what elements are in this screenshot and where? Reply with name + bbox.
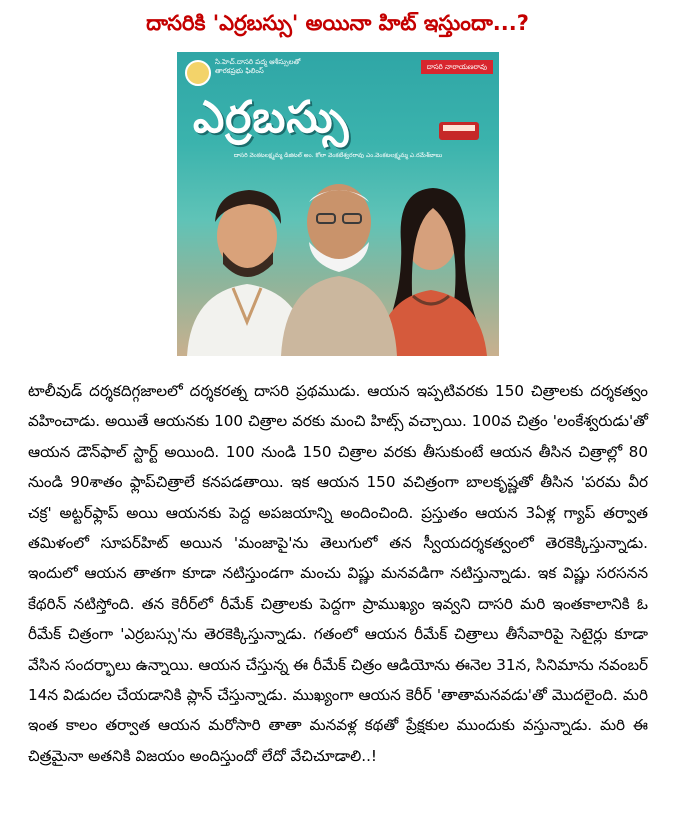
production-logo-icon — [185, 60, 211, 86]
movie-poster — [177, 52, 499, 356]
poster-credits: దాసరి వెంకటలక్ష్మమ్మ డిజిటల్ అం. కోలా వెంకటేశ్వరరావు ఎం.వెంకటలక్ష్మమ్మ ఎ.రమేశ్‌బాబు — [233, 152, 443, 159]
poster-presenter — [215, 58, 300, 76]
poster-presenter-line2: తారకప్రభు ఫిలింస్ — [215, 67, 264, 75]
poster-director-tag: దాసరి నారాయణరావు — [421, 60, 493, 74]
article-headline: దాసరికి 'ఎర్రబస్సు' అయినా హిట్ ఇస్తుందా...? — [146, 11, 529, 35]
poster-title: ఎర్రబస్సు — [193, 92, 350, 143]
poster-cast-illustration — [177, 172, 499, 356]
red-bus-icon — [439, 122, 479, 140]
poster-presenter-line1: సి.హెచ్.దాసరి పద్మ ఆశీస్సులతో — [215, 58, 301, 66]
article-body: టాలీవుడ్ దర్శకదిగ్గజాలలో దర్శకరత్న దాసరి ప్రథముడు. ఆయన ఇప్పటివరకు 150 చిత్రాలకు దర్శకత్వం వహించాడు. అయితే ఆయనకు 100 చిత్రాల వరకు మంచి హిట్స్ వచ్చాయి. 100వ చిత్రం 'లంకేశ్వరుడు'తో ఆయన డౌన్‌ఫాల్ స్టార్ట్ అయింది. 100 నుండి 150 చిత్రాల వరకు తీసుకుంటే ఆయన తీసిన చిత్రాల్లో 80 నుండి 90శాతం ఫ్లాప్‌చిత్రాలే కనపడతాయి. ఇక ఆయన 150 వచిత్రంగా బాలకృష్ణతో తీసిన 'పరమ వీర చక్ర' అట్టర్‌ఫ్లాప్ అయి ఆయనకు పెద్ద అపజయాన్ని అందించింది. ప్రస్తుతం ఆయన 3ఏళ్ల గ్యాప్ తర్వాత తమిళంలో సూపర్‌హిట్ అయిన 'మంజాపై'ను తెలుగులో తన స్వీయదర్శకత్వంలో తెరకెక్కిస్తున్నాడు. ఇందులో ఆయన తాతగా కూడా నటిస్తుండగా మంచు విష్ణు మనవడిగా నటిస్తున్నాడు. ఇక విష్ణు సరసనన కేథరిన్ నటిస్తోంది. తన కెరీర్‌లో రీమేక్ చిత్రాలకు పెద్దగా ప్రాముఖ్యం ఇవ్వని దాసరి మరి ఇంతకాలానికి ఓ రీమేక్ చిత్రంగా 'ఎర్రబస్సు'ను తెరకెక్కిస్తున్నాడు. గతంలో ఆయన రీమేక్ చిత్రాలు తీసేవారిపై సెటైర్లు కూడా వేసిన సందర్భాలు ఉన్నాయి. ఆయన చేస్తున్న ఈ రీమేక్ చిత్రం ఆడియోను ఈనెల 31న, సినిమాను నవంబర్ 14న విడుదల చేయడానికి ప్లాన్ చేస్తున్నాడు. ముఖ్యంగా ఆయన కెరీర్ 'తాతామనవడు'తో మొదలైంది. మరి ఇంత కాలం తర్వాత ఆయన మరోసారి తాతా మనవళ్ల కథతో ప్రేక్షకుల ముందుకు వస్తున్నాడు. మరి ఈ చిత్రమైనా అతనికి విజయం అందిస్తుందో లేదో వేచిచూడాలి..! — [28, 382, 648, 765]
actor-center-figure — [281, 184, 397, 356]
